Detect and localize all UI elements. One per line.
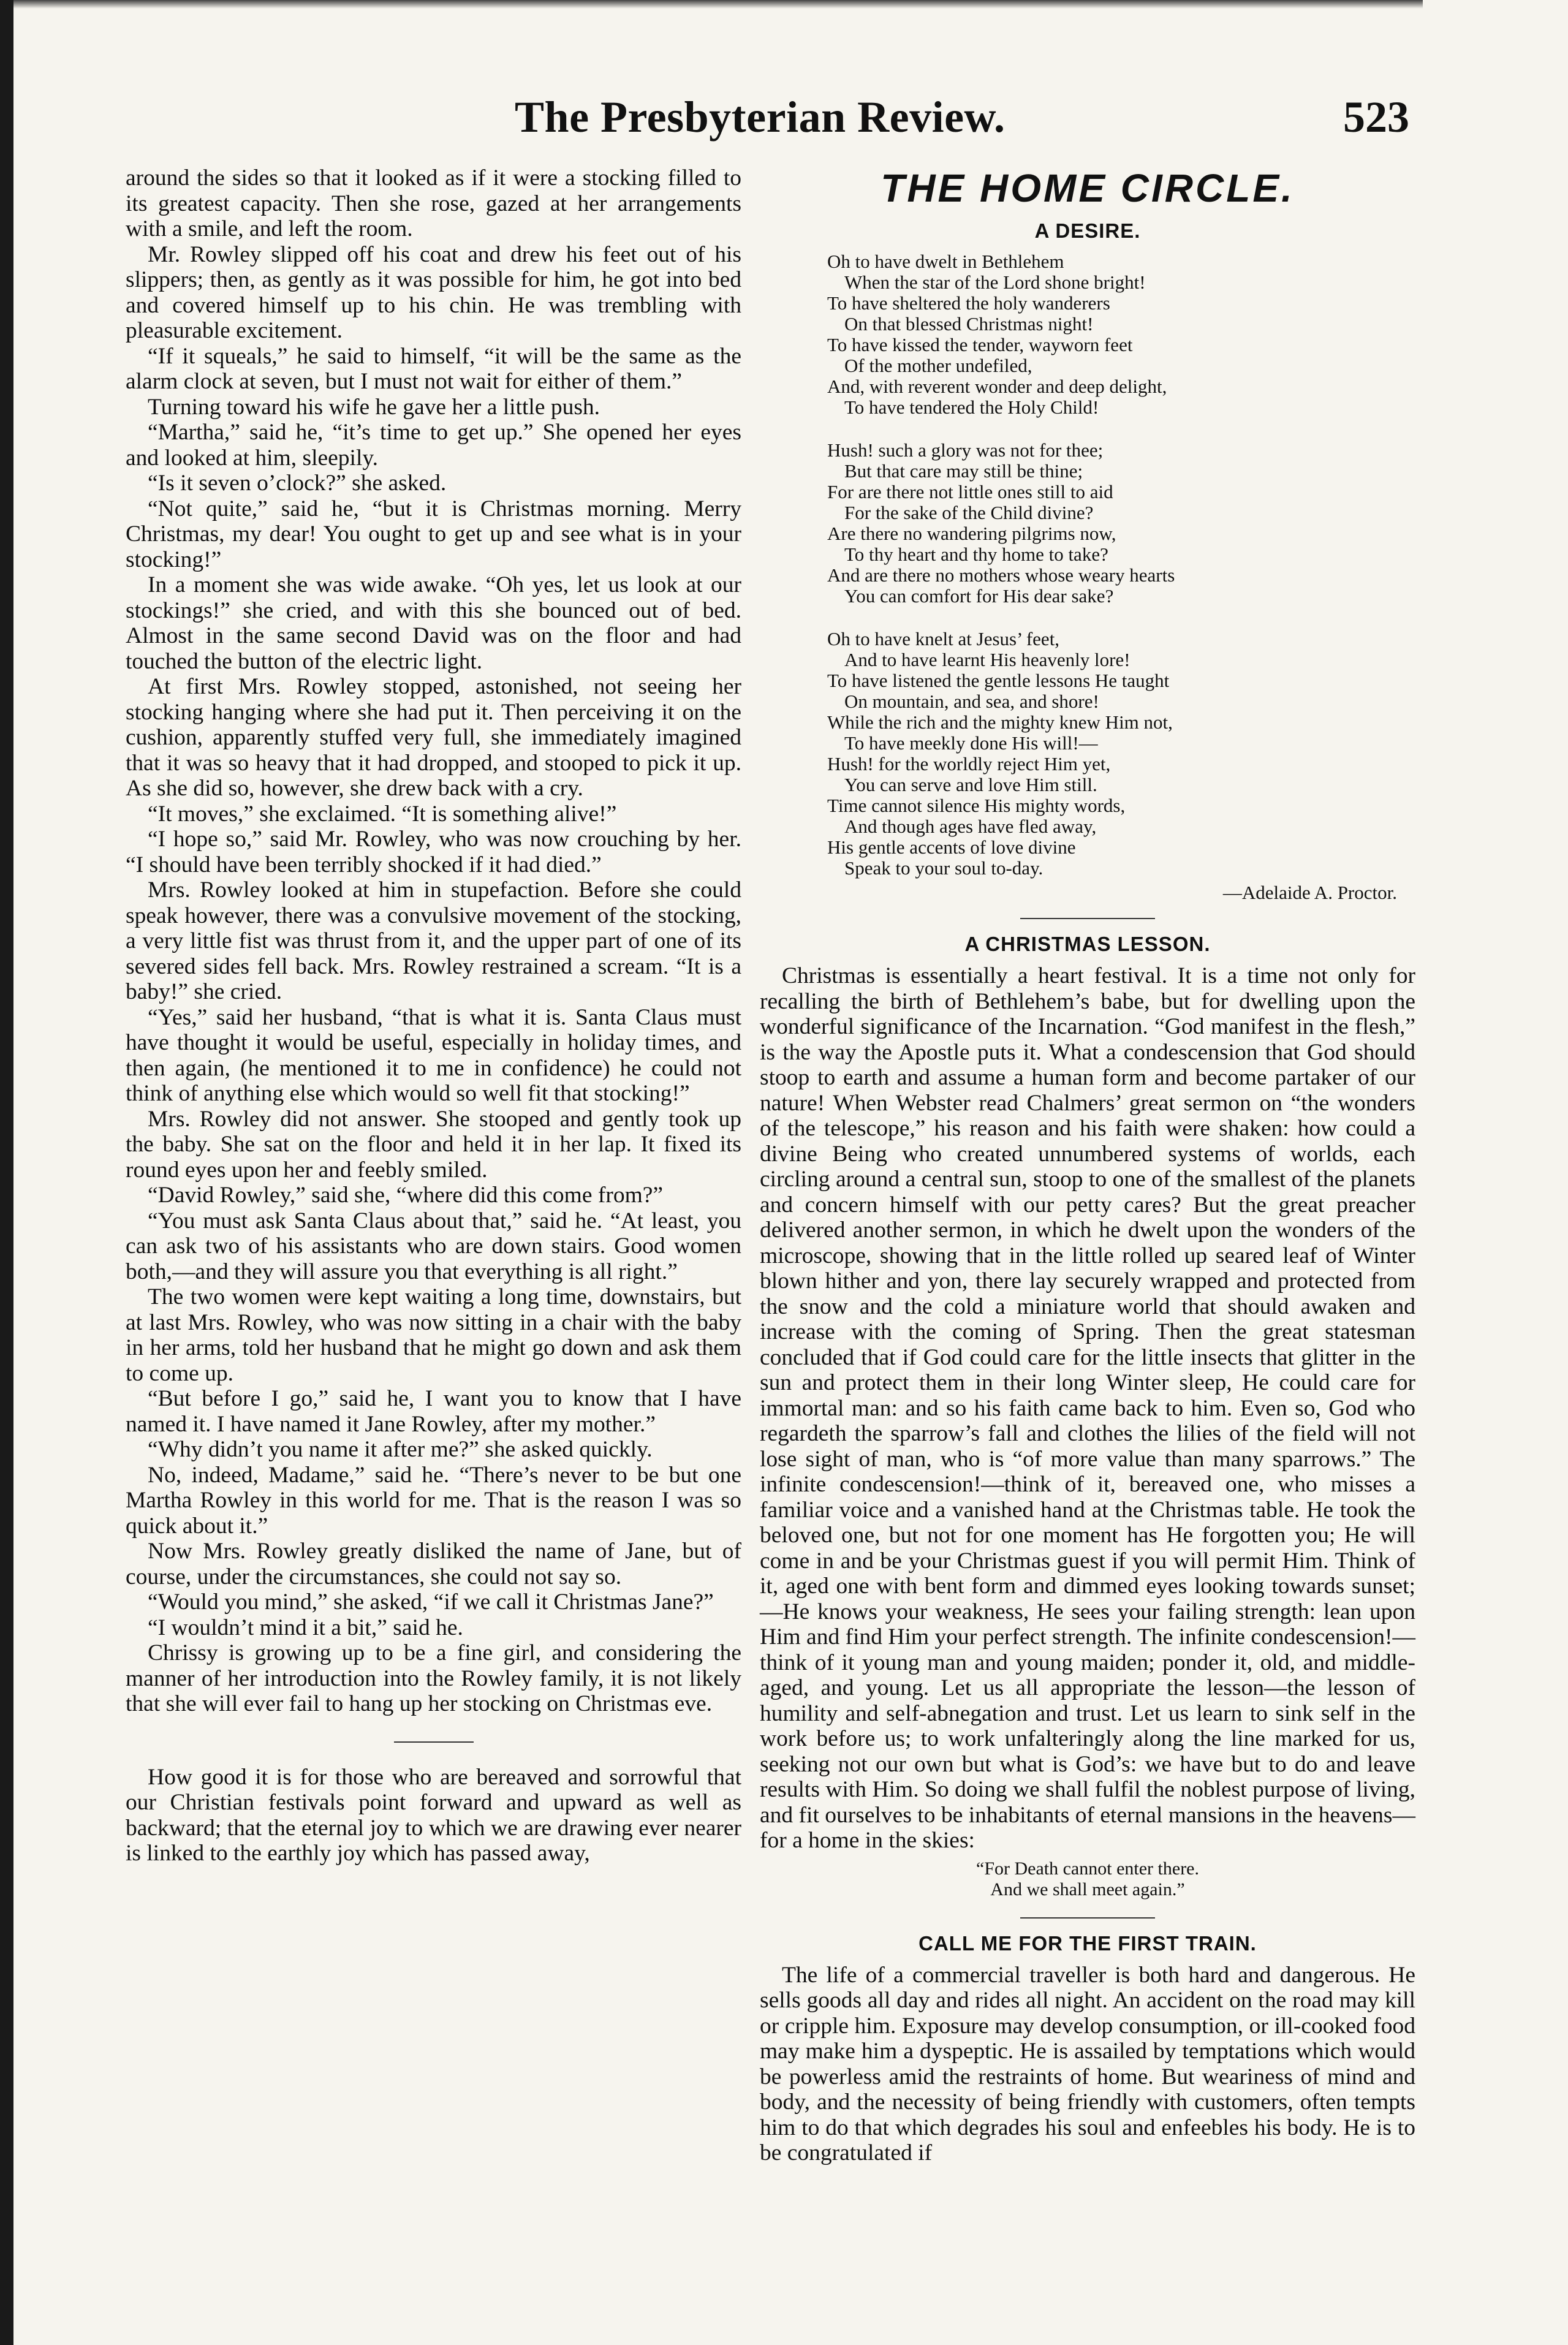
poem-stanza bbox=[827, 629, 1415, 879]
story-paragraph: Turning toward his wife he gave her a little push. bbox=[148, 394, 600, 420]
poem-line: While the rich and the mighty knew Him not, bbox=[827, 711, 1173, 733]
section-divider bbox=[394, 1741, 474, 1743]
poem-stanza bbox=[827, 251, 1415, 418]
poem-line: You can serve and love Him still. bbox=[844, 774, 1097, 795]
closing-paragraph: How good it is for those who are bereaved and sorrowful that our Christian festivals point forward and upward as well as backward; that the eternal joy to which we are drawing ever nearer is linked to the earthly joy which has passed away, bbox=[126, 1764, 741, 1866]
poem-author: —Adelaide A. Proctor. bbox=[1222, 882, 1397, 903]
story-paragraph: Mr. Rowley slipped off his coat and drew his feet out of his slippers; then, as gently as it was possible for him, he got into bed and covered himself up to his chin. He was trembling with pleasurable excitement. bbox=[126, 241, 741, 343]
story-paragraph: “Yes,” said her husband, “that is what it is. Santa Claus must have thought it would be useful, especially in holiday times, and then again, (he mentioned it to me in confidence) he could not think of anything else which would so well fit that stocking!” bbox=[126, 1004, 741, 1106]
poem-line: Speak to your soul to-day. bbox=[844, 857, 1043, 879]
poem-line: You can comfort for His dear sake? bbox=[844, 585, 1114, 607]
poem-line: Hush! for the worldly reject Him yet, bbox=[827, 753, 1111, 775]
poem-line: On that blessed Christmas night! bbox=[844, 313, 1094, 335]
story-paragraph: “I wouldn’t mind it a bit,” said he. bbox=[148, 1615, 463, 1640]
poem bbox=[827, 251, 1415, 903]
story-paragraph: “If it squeals,” he said to himself, “it will be the same as the alarm clock at seven, but I must not wait for either of them.” bbox=[126, 343, 741, 394]
running-head bbox=[135, 92, 1409, 147]
scan-edge-top bbox=[13, 0, 1423, 9]
poem-line: Oh to have knelt at Jesus’ feet, bbox=[827, 628, 1060, 650]
story-paragraph: Now Mrs. Rowley greatly disliked the name of Jane, but of course, under the circumstances, she could not say so. bbox=[126, 1539, 741, 1589]
story-paragraph: “Is it seven o’clock?” she asked. bbox=[148, 471, 447, 496]
poem-line: On mountain, and sea, and shore! bbox=[844, 691, 1099, 712]
lesson-quote-line: “For Death cannot enter there. bbox=[976, 1858, 1199, 1879]
section-divider bbox=[1020, 918, 1155, 919]
page-number: 523 bbox=[1343, 93, 1409, 142]
story-paragraph: Mrs. Rowley did not answer. She stooped and gently took up the baby. She sat on the floor and held it in her lap. It fixed its round eyes upon her and feebly smiled. bbox=[126, 1106, 741, 1183]
story-paragraph: “It moves,” she exclaimed. “It is something alive!” bbox=[148, 801, 617, 827]
story-paragraph: In a moment she was wide awake. “Oh yes, let us look at our stockings!” she cried, and with this she bounced out of bed. Almost in the same second David was on the floor and had touched the button of the electric light. bbox=[126, 572, 741, 674]
left-column bbox=[126, 165, 741, 1866]
story-paragraph: around the sides so that it looked as if it were a stocking filled to its greatest capacity. Then she rose, gazed at her arrangements with a smile, and left the room. bbox=[126, 165, 741, 241]
poem-line: When the star of the Lord shone bright! bbox=[844, 271, 1146, 293]
story-paragraph: “Why didn’t you name it after me?” she asked quickly. bbox=[148, 1437, 653, 1462]
poem-line: And though ages have fled away, bbox=[844, 816, 1097, 837]
story-paragraph: “David Rowley,” said she, “where did this come from?” bbox=[148, 1183, 664, 1208]
story-paragraph: “Not quite,” said he, “but it is Christmas morning. Merry Christmas, my dear! You ought to get up and see what is in your stocking!” bbox=[126, 496, 741, 572]
poem-line: To have sheltered the holy wanderers bbox=[827, 292, 1110, 314]
train-paragraph: The life of a commercial traveller is both hard and dangerous. He sells goods all day and rides all night. An accident on the road may kill or cripple him. Exposure may develop consumption, or ill-cooked food may make him a dyspeptic. He is assailed by temptations which would be powerless amid the restraints of home. But weariness of mind and body, and the necessity of being friendly with customers, often tempts him to do that which degrades his soul and enfeebles his body. He is to be congratulated if bbox=[760, 1962, 1415, 2165]
story-paragraph: At first Mrs. Rowley stopped, astonished, not seeing her stocking hanging where she had put it. Then perceiving it on the cushion, apparently stuffed very full, she immediately imagined that it was so heavy that it had dropped, and stooped to pick it up. As she did so, however, she drew back with a cry. bbox=[126, 674, 741, 801]
story-paragraph: “You must ask Santa Claus about that,” said he. “At least, you can ask two of his assistants who are down stairs. Good women both,—and they will assure you that everything is all right.” bbox=[126, 1208, 741, 1284]
scan-edge-left bbox=[0, 0, 13, 2345]
poem-line: Hush! such a glory was not for thee; bbox=[827, 439, 1104, 461]
section-divider bbox=[1020, 1917, 1155, 1919]
train-title: CALL ME FOR THE FIRST TRAIN. bbox=[918, 1931, 1257, 1955]
poem-line: Are there no wandering pilgrims now, bbox=[827, 523, 1116, 544]
poem-line: Oh to have dwelt in Bethlehem bbox=[827, 251, 1064, 272]
poem-line: To thy heart and thy home to take? bbox=[844, 544, 1108, 565]
poem-stanza bbox=[827, 440, 1415, 607]
story-paragraph: “Would you mind,” she asked, “if we call it Christmas Jane?” bbox=[148, 1589, 714, 1615]
poem-line: To have tendered the Holy Child! bbox=[844, 396, 1099, 418]
poem-line: And to have learnt His heavenly lore! bbox=[844, 649, 1131, 670]
story-paragraph: “Martha,” said he, “it’s time to get up.” She opened her eyes and looked at him, sleepily. bbox=[126, 420, 741, 471]
lesson-paragraph: Christmas is essentially a heart festival. It is a time not only for recalling the birth of Bethlehem’s babe, but for dwelling upon the wonderful significance of the Incarnation. “God manifest in the flesh,” is the way the Apostle puts it. What a condescension that God should stoop to earth and assume a human form and become partaker of our nature! When Webster read Chalmers’ great sermon on “the wonders of the telescope,” his reason and his faith were shaken: how could a divine Being who created unnumbered systems of worlds, each circling around a central sun, stoop to one of the smallest of the planets and concern himself with our petty cares? But the great preacher delivered another sermon, in which he dwelt upon the wonders of the microscope, showing that in the little rolled up seared leaf of Winter blown hither and yon, there lay securely wrapped and protected from the snow and the cold a miniature world that should awaken and increase with the coming of Spring. Then the great statesman concluded that if God could care for the little insects that glitter in the sun and protect them in their long Winter sleep, He could care for immortal man: and so his faith came back to him. Even so, God who regardeth the sparrow’s fall and clothes the lilies of the field will not lose sight of man, who is “of more value than many sparrows.” The infinite condescension!—think of it, bereaved one, who misses a familiar voice and a vanished hand at the Christmas table. He took the beloved one, but not for one moment has He forgotten you; He will come in and be your Christmas guest if you will permit Him. Think of it, aged one with bent form and dimmed eyes looking towards sunset;—He knows your weakness, He sees your failing strength: lean upon Him and find Him your perfect strength. The infinite condescension!—think of it young man and young maiden; ponder it, old, and middle-aged, and young. Let us all appropriate the lesson—the lesson of humility and self-abnegation and trust. Let us learn to sink self in the work before us; to work unfalteringly along the line marked for us, seeking not our own but what is God’s: we have but to do and leave results with Him. So doing we shall fulfil the noblest purpose of living, and fit ourselves to be inhabitants of eternal mansions in the heavens—for a home in the skies: bbox=[760, 963, 1415, 1853]
poem-line: To have kissed the tender, wayworn feet bbox=[827, 334, 1133, 355]
poem-line: Of the mother undefiled, bbox=[844, 355, 1032, 376]
story-paragraph: Chrissy is growing up to be a fine girl, and considering the manner of her introduction into the Rowley family, it is not likely that she will ever fail to hang up her stocking on Christmas eve. bbox=[126, 1640, 741, 1716]
story-paragraph: “I hope so,” said Mr. Rowley, who was now crouching by her. “I should have been terribly shocked if it had died.” bbox=[126, 827, 741, 877]
story-paragraph: “But before I go,” said he, I want you to know that I have named it. I have named it Jane Rowley, after my mother.” bbox=[126, 1386, 741, 1437]
poem-line: But that care may still be thine; bbox=[844, 460, 1083, 482]
journal-title: The Presbyterian Review. bbox=[515, 93, 1006, 142]
poem-line: For the sake of the Child divine? bbox=[844, 502, 1094, 523]
poem-line: And are there no mothers whose weary hearts bbox=[827, 564, 1175, 586]
right-column bbox=[760, 165, 1415, 2166]
story-paragraph: The two women were kept waiting a long time, downstairs, but at last Mrs. Rowley, who was now sitting in a chair with the baby in her arms, told her husband that he might go down and ask them to come up. bbox=[126, 1284, 741, 1386]
poem-line: To have listened the gentle lessons He taught bbox=[827, 670, 1170, 691]
poem-line: His gentle accents of love divine bbox=[827, 836, 1076, 858]
poem-line: Time cannot silence His mighty words, bbox=[827, 795, 1126, 816]
story-paragraph: Mrs. Rowley looked at him in stupefaction. Before she could speak however, there was a convulsive movement of the stocking, a very little fist was thrust from it, and the upper part of one of its severed sides fell back. Mrs. Rowley restrained a scream. “It is a baby!” she cried. bbox=[126, 877, 741, 1004]
lesson-quote-line: And we shall meet again.” bbox=[990, 1879, 1185, 1900]
section-heading: THE HOME CIRCLE. bbox=[881, 166, 1295, 210]
poem-line: To have meekly done His will!— bbox=[844, 732, 1098, 754]
poem-title: A DESIRE. bbox=[1034, 219, 1141, 242]
poem-line: For are there not little ones still to aid bbox=[827, 481, 1113, 502]
story-paragraph: No, indeed, Madame,” said he. “There’s never to be but one Martha Rowley in this world for me. That is the reason I was so quick about it.” bbox=[126, 1462, 741, 1539]
lesson-title: A CHRISTMAS LESSON. bbox=[964, 933, 1211, 955]
poem-line: And, with reverent wonder and deep delight, bbox=[827, 376, 1167, 397]
